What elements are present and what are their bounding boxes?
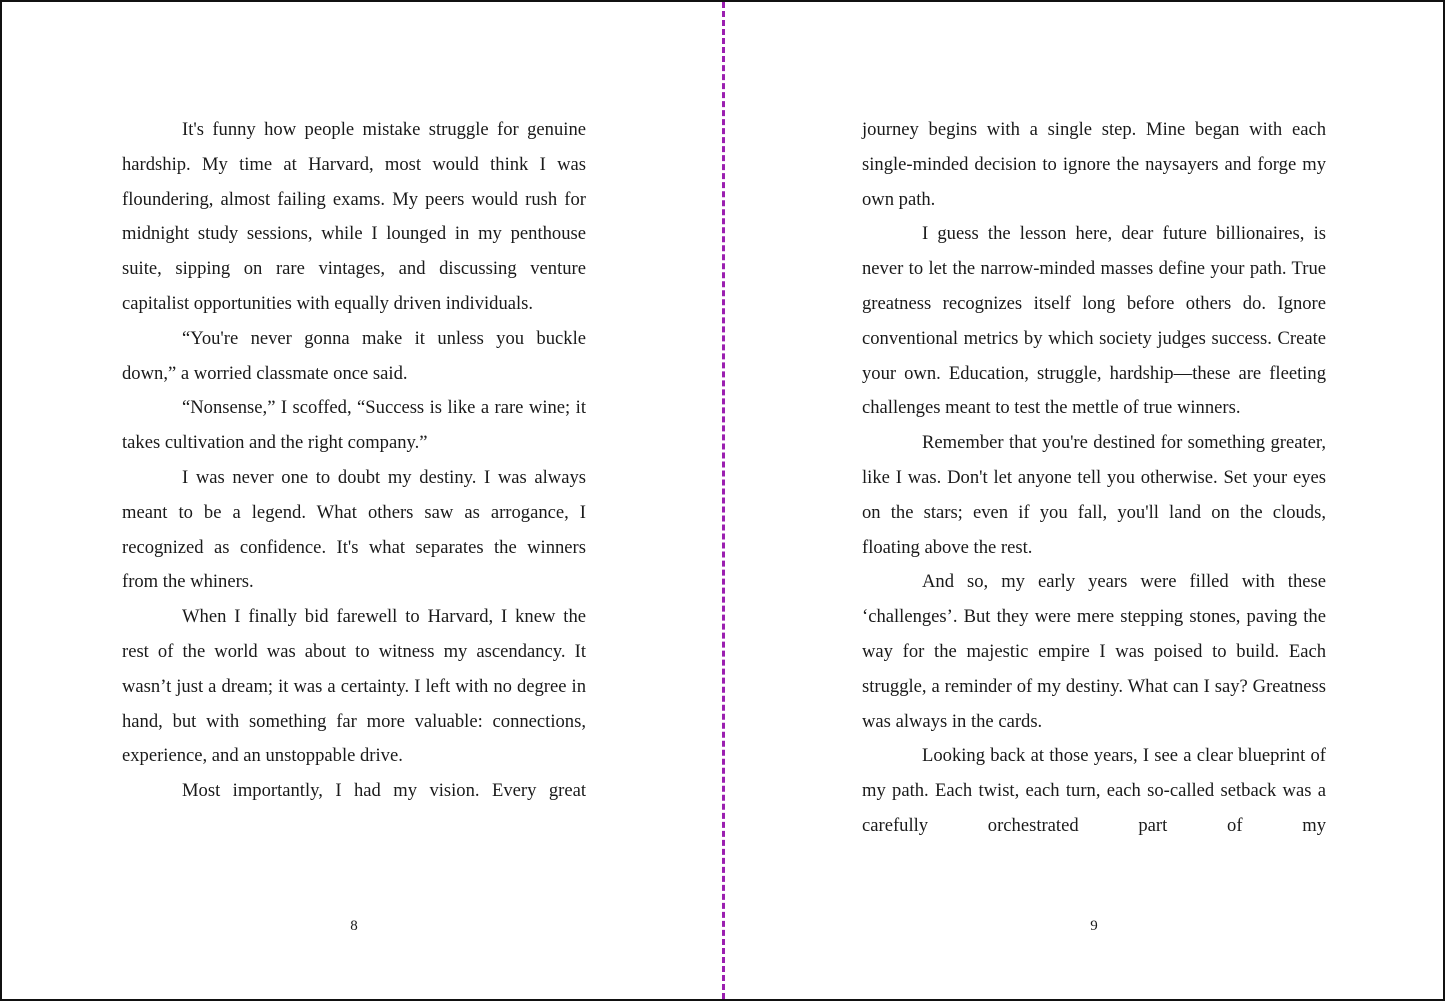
right-paragraph-1: journey begins with a single step. Mine began with each single-minded decision to ignore the naysayers and forge my own path. [862,119,1326,210]
left-paragraph-2: “You're never gonna make it unless you buckle down,” a worried classmate once said. [122,327,586,384]
right-page-number: 9 [1090,918,1098,934]
right-page [862,113,1326,844]
book-spine-divider [722,2,725,999]
left-paragraph-1: It's funny how people mistake struggle for genuine hardship. My time at Harvard, most would think I was floundering, almost failing exams. My peers would rush for midnight study sessions, while I lounged in my penthouse suite, sipping on rare vintages, and discussing venture capitalist opportunities with equally driven individuals. [122,119,586,314]
right-paragraph-3: Remember that you're destined for something greater, like I was. Don't let anyone tell you otherwise. Set your eyes on the stars; even if you fall, you'll land on the clouds, floating above the rest. [862,432,1326,558]
right-paragraph-4: And so, my early years were filled with these ‘challenges’. But they were mere stepping stones, paving the way for the majestic empire I was poised to build. Each struggle, a reminder of my destiny. What can I say? Greatness was always in the cards. [862,571,1326,732]
left-paragraph-6: Most importantly, I had my vision. Every great [182,780,586,802]
left-paragraph-3: “Nonsense,” I scoffed, “Success is like a rare wine; it takes cultivation and the right company.” [122,397,586,454]
left-paragraph-4: I was never one to doubt my destiny. I was always meant to be a legend. What others saw as arrogance, I recognized as confidence. It's what separates the winners from the whiners. [122,466,586,593]
right-paragraph-5: Looking back at those years, I see a clear blueprint of my path. Each twist, each turn, each so-called setback was a carefully orchestrated part of my [862,745,1326,836]
left-page-number: 8 [350,918,358,934]
left-paragraph-5: When I finally bid farewell to Harvard, I knew the rest of the world was about to witness my ascendancy. It wasn’t just a dream; it was a certainty. I left with no degree in hand, but with something far more valuable: connections, experience, and an unstoppable drive. [122,606,586,767]
left-page [122,113,586,809]
right-paragraph-2: I guess the lesson here, dear future billionaires, is never to let the narrow-minded masses define your path. True greatness recognizes itself long before others do. Ignore conventional metrics by which society judges success. Create your own. Education, struggle, hardship—these are fleeting challenges meant to test the mettle of true winners. [862,223,1326,419]
